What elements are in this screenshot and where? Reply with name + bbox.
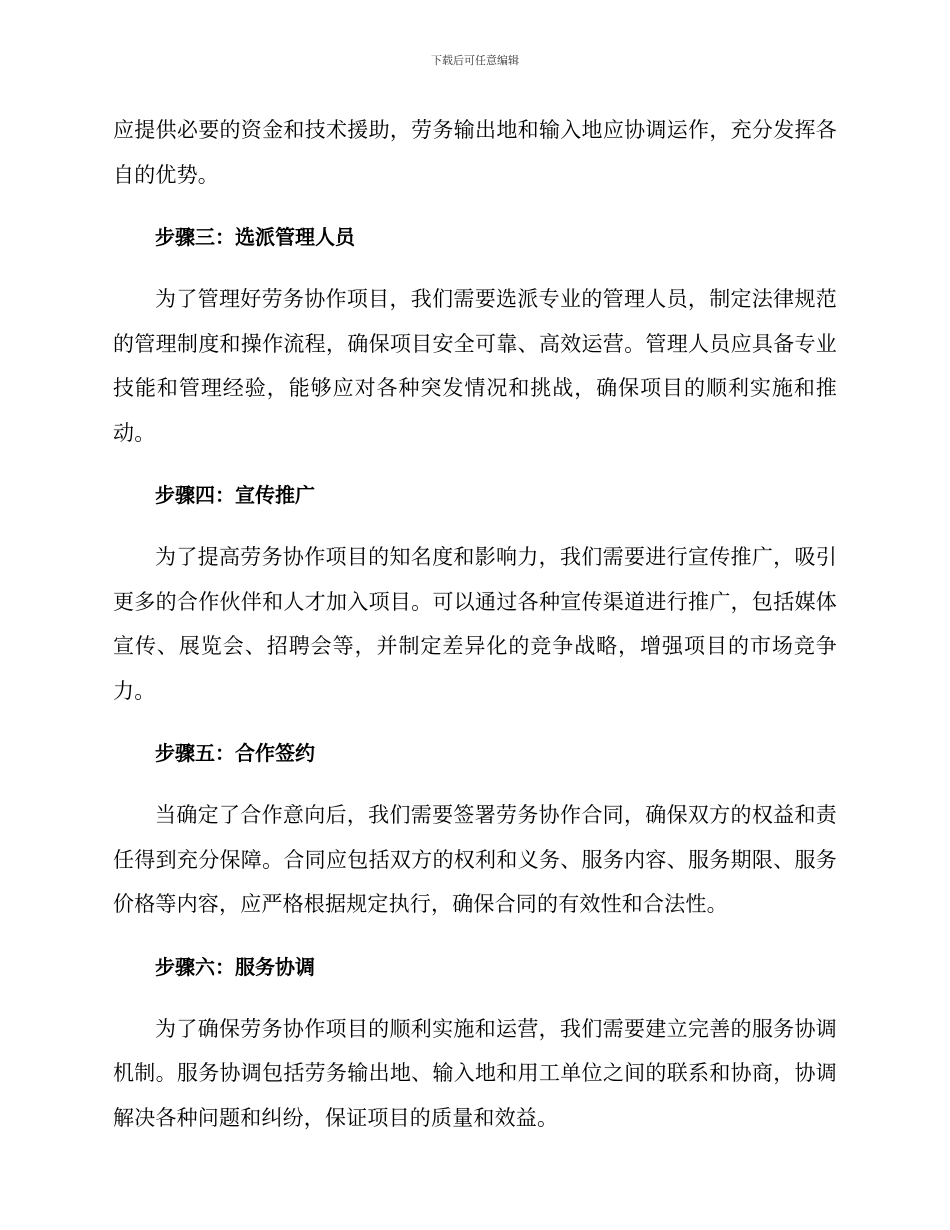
paragraph-step-5: 当确定了合作意向后，我们需要签署劳务协作合同，确保双方的权益和责任得到充分保障。合同应包括双方的权利和义务、服务内容、服务期限、服务价格等内容，应严格根据规定执行，确保合同的有效性和合法性。 <box>113 803 837 916</box>
paragraph-step-4: 为了提高劳务协作项目的知名度和影响力，我们需要进行宣传推广，吸引更多的合作伙伴和人才加入项目。可以通过各种宣传渠道进行推广，包括媒体宣传、展览会、招聘会等，并制定差异化的竞争战略，增强项目的市场竞争力。 <box>113 545 837 703</box>
document-body <box>113 108 837 1163</box>
heading-step-4: 步骤四：宣传推广 <box>155 483 315 507</box>
page-header: 下载后可任意编辑 <box>431 54 519 67</box>
paragraph-step-6: 为了确保劳务协作项目的顺利实施和运营，我们需要建立完善的服务协调机制。服务协调包括劳务输出地、输入地和用工单位之间的联系和协商，协调解决各种问题和纠纷，保证项目的质量和效益。 <box>113 1016 837 1130</box>
heading-step-3: 步骤三：选派管理人员 <box>155 225 355 249</box>
heading-step-6: 步骤六：服务协调 <box>155 954 315 979</box>
paragraph-continuation: 应提供必要的资金和技术援助，劳务输出地和输入地应协调运作，充分发挥各自的优势。 <box>113 118 837 187</box>
heading-step-5: 步骤五：合作签约 <box>155 741 315 765</box>
paragraph-step-3: 为了管理好劳务协作项目，我们需要选派专业的管理人员，制定法律规范的管理制度和操作流程，确保项目安全可靠、高效运营。管理人员应具备专业技能和管理经验，能够应对各种突发情况和挑战，确保项目的顺利实施和推动。 <box>113 287 837 445</box>
